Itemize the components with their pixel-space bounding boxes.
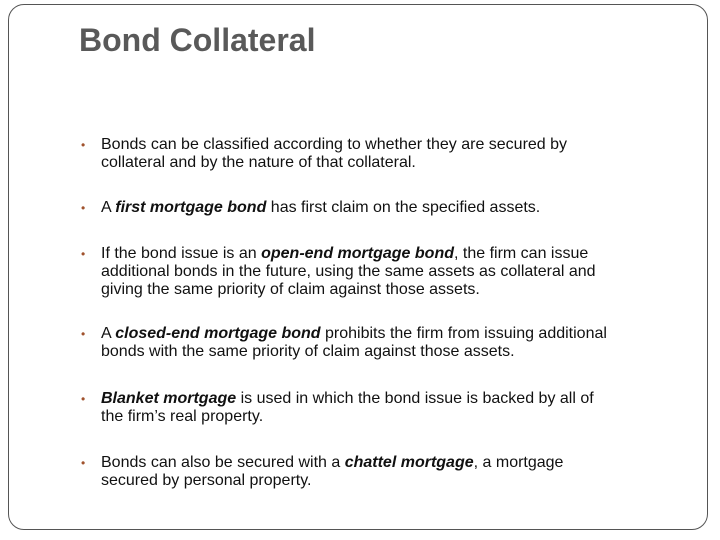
bullet-text-plain: , the firm can issue [453, 245, 589, 262]
bullet-text-plain: Bonds can also be secured with a [101, 454, 345, 471]
bullet-line [101, 454, 681, 472]
bullet-line: the firm’s real property. [101, 408, 264, 425]
bullet-item-2 [81, 199, 681, 217]
slide-title: Bond Collateral [79, 22, 316, 58]
bullet-text-plain: is used in which the bond issue is backed by all of [236, 390, 594, 407]
bullet-line: giving the same priority of claim against those assets. [101, 281, 480, 298]
bullet-dot-icon: • [81, 201, 86, 215]
bullet-term: Blanket mortgage [101, 390, 237, 407]
bullet-dot-icon: • [81, 327, 86, 341]
bullet-item-1 [81, 136, 681, 172]
bullet-term: closed-end mortgage bond [115, 325, 321, 342]
bullet-term: open-end mortgage bond [261, 245, 454, 262]
bullet-item-4 [81, 325, 681, 361]
bullet-dot-icon: • [81, 392, 86, 406]
bullet-item-5 [81, 390, 681, 426]
bullet-line: secured by personal property. [101, 472, 312, 489]
bullet-dot-icon: • [81, 138, 86, 152]
bullet-line: additional bonds in the future, using the same assets as collateral and [101, 263, 596, 280]
bullet-line [101, 199, 681, 217]
bullet-line [101, 245, 681, 263]
bullet-term: chattel mortgage [344, 454, 474, 471]
bullet-dot-icon: • [81, 456, 86, 470]
bullet-text-plain: A [101, 325, 116, 342]
bullet-line [101, 325, 681, 343]
bullet-line: Bonds can be classified according to whether they are secured by [101, 136, 568, 153]
bullet-line [101, 390, 681, 408]
bullet-line: collateral and by the nature of that collateral. [101, 154, 416, 171]
bullet-dot-icon: • [81, 247, 86, 261]
bullet-text-plain: has first claim on the specified assets. [266, 199, 541, 216]
bullet-line: bonds with the same priority of claim against those assets. [101, 343, 515, 360]
bullet-text-plain: A [101, 199, 116, 216]
bullet-text-plain: prohibits the firm from issuing additional [320, 325, 607, 342]
bullet-item-3 [81, 245, 681, 299]
bullet-item-6 [81, 454, 681, 490]
bullet-text-plain: , a mortgage [473, 454, 564, 471]
bullet-term: first mortgage bond [115, 199, 267, 216]
bullet-text-plain: If the bond issue is an [101, 245, 262, 262]
